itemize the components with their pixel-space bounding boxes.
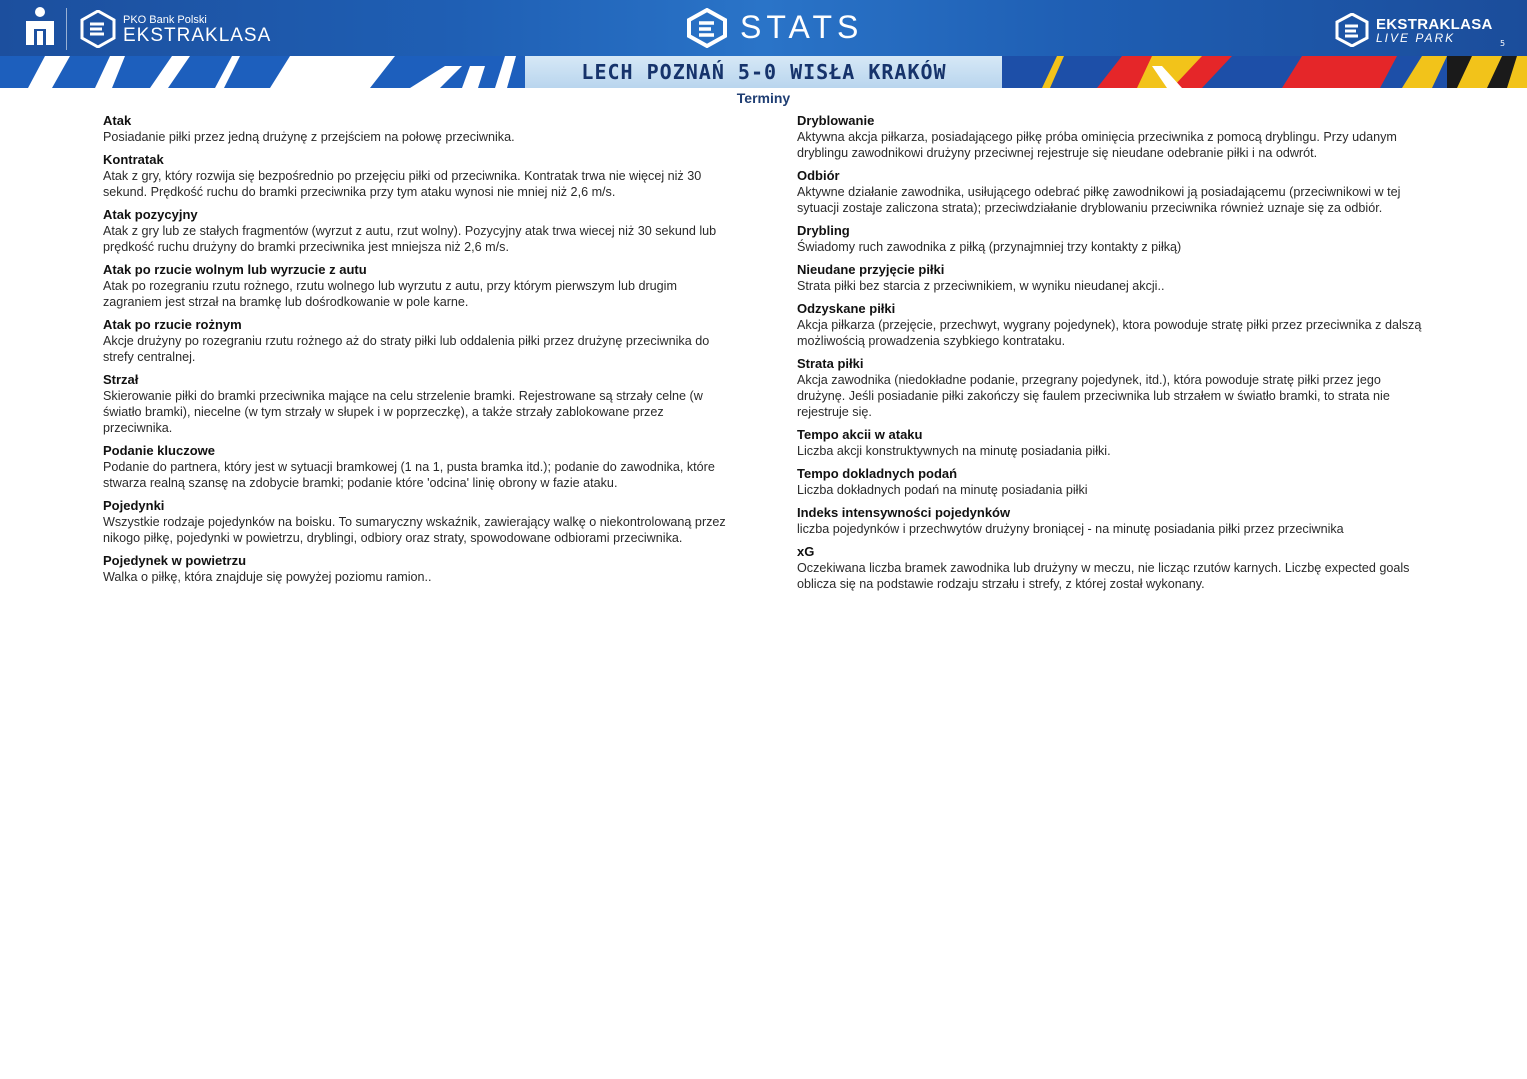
term-name: Kontratak — [103, 152, 164, 167]
term-definition: Liczba akcji konstruktywnych na minutę posiadania piłki. — [797, 444, 1111, 458]
term-item — [797, 505, 1422, 537]
term-name: Atak po rzucie rożnym — [103, 317, 242, 332]
pko-bank-logo-icon — [22, 5, 58, 49]
term-definition: Strata piłki bez starcia z przeciwnikiem, w wyniku nieudanej akcji.. — [797, 279, 1165, 293]
terms-column-left — [103, 113, 733, 592]
term-definition: Akcje drużyny po rozegraniu rzutu rożnego aż do straty piłki lub oddalenia piłki przez drużynę przeciwnika do strefy centralnej. — [103, 334, 710, 364]
term-item — [103, 207, 733, 255]
term-name: Odbiór — [797, 168, 840, 183]
term-definition: Walka o piłkę, która znajduje się powyżej poziomu ramion.. — [103, 570, 432, 584]
page-header — [0, 0, 1527, 88]
term-item — [797, 427, 1422, 459]
term-name: Pojedynek w powietrzu — [103, 553, 247, 568]
live-park-title: EKSTRAKLASA — [1376, 16, 1493, 33]
term-definition: Aktywne działanie zawodnika, usiłującego odebrać piłkę zawodnikowi ją posiadającemu (przeciwnikowi w tej sytuacji zostaje zaliczona strata); przeciwdziałanie dryblowaniu przeciwnika również uznaje się za odbiór. — [797, 185, 1401, 215]
ekstraklasa-logo-icon — [80, 10, 116, 48]
term-name: Tempo akcii w ataku — [797, 427, 923, 442]
league-text: EKSTRAKLASA — [123, 25, 272, 46]
term-item — [797, 262, 1422, 294]
term-name: Atak — [103, 113, 132, 128]
header-top-bar — [0, 0, 1527, 56]
term-definition: Aktywna akcja piłkarza, posiadającego piłkę próba ominięcia przeciwnika z pomocą dryblingu. Przy udanym dryblingu zawodnikowi drużyny przeciwnej rejestruje się nieudane odebranie piłki i na odwrót. — [797, 130, 1397, 160]
term-item — [797, 223, 1422, 255]
term-name: Podanie kluczowe — [103, 443, 215, 458]
term-item — [797, 544, 1422, 592]
term-item — [797, 113, 1422, 161]
term-definition: Atak po rozegraniu rzutu rożnego, rzutu wolnego lub wyrzutu z autu, przy którym pierwszym lub drugim zagraniem jest strzał na bramkę lub dośrodkowanie w pole karne. — [103, 279, 677, 309]
term-definition: Akcja piłkarza (przejęcie, przechwyt, wygrany pojedynek), ktora powoduje stratę piłki przez przeciwnika z dalszą możliwością prowadzenia szybkiego kontrataku. — [797, 318, 1422, 348]
term-name: xG — [797, 544, 815, 559]
term-name: Indeks intensywności pojedynków — [797, 505, 1011, 520]
live-park-logo-icon — [1335, 13, 1369, 47]
term-name: Atak po rzucie wolnym lub wyrzucie z autu — [103, 262, 367, 277]
page-number: 5 — [1500, 39, 1506, 48]
match-title: LECH POZNAŃ 5-0 WISŁA KRAKÓW — [581, 60, 947, 84]
term-name: Strzał — [103, 372, 139, 387]
term-name: Pojedynki — [103, 498, 165, 513]
lech-decoration-graphic — [0, 56, 525, 88]
term-item — [103, 498, 733, 546]
live-park-subtitle: LIVE PARK — [1376, 31, 1456, 45]
term-item — [103, 317, 733, 365]
term-name: Odzyskane piłki — [797, 301, 896, 316]
section-title: Terminy — [736, 90, 791, 106]
term-item — [797, 466, 1422, 498]
term-definition: Atak z gry lub ze stałych fragmentów (wyrzut z autu, rzut wolny). Pozycyjny atak trwa wiecej niż 30 sekund lub prędkość ruchu drużyny do bramki przeciwnika jest mniejsza niż 2,6 m/s. — [103, 224, 717, 254]
term-definition: Akcja zawodnika (niedokładne podanie, przegrany pojedynek, itd.), która powoduje stratę piłki przez jego drużynę. Jeśli posiadanie piłki zakończy się faulem przeciwnika lub strzałem w światło bramki, to strata nie rejestruje się. — [797, 373, 1390, 419]
term-name: Tempo dokladnych podań — [797, 466, 958, 481]
sponsor-text: PKO Bank Polski — [123, 14, 207, 26]
term-name: Dryblowanie — [797, 113, 875, 128]
term-item — [797, 356, 1422, 420]
term-item — [103, 372, 733, 436]
term-item — [103, 262, 733, 310]
term-definition: Podanie do partnera, który jest w sytuacji bramkowej (1 na 1, pusta bramka itd.); podanie do zawodnika, które stwarza realną szansę na zdobycie bramki; podanie które 'odcina' linię obrony w fazie ataku. — [103, 460, 715, 490]
term-item — [103, 113, 733, 145]
term-name: Nieudane przyjęcie piłki — [797, 262, 945, 277]
term-definition: Wszystkie rodzaje pojedynków na boisku. To sumaryczny wskaźnik, zawierający walkę o niekontrolowaną przez nikogo piłkę, pojedynki w powietrzu, dryblingi, odbiory oraz straty, spowodowane odbiorami przeciwnika. — [103, 515, 726, 545]
term-item — [103, 152, 733, 200]
term-item — [797, 168, 1422, 216]
header-divider — [66, 8, 67, 50]
term-name: Drybling — [797, 223, 850, 238]
term-definition: Oczekiwana liczba bramek zawodnika lub drużyny w meczu, nie licząc rzutów karnych. Liczbę expected goals oblicza się na podstawie rodzaju strzału i strefy, z której został wykonany. — [797, 561, 1410, 591]
term-name: Atak pozycyjny — [103, 207, 198, 222]
stats-logo-icon — [686, 8, 728, 48]
term-definition: Świadomy ruch zawodnika z piłką (przynajmniej trzy kontakty z piłką) — [797, 240, 1182, 254]
terms-column-right — [797, 113, 1422, 599]
term-item — [797, 301, 1422, 349]
term-definition: Skierowanie piłki do bramki przeciwnika mające na celu strzelenie bramki. Rejestrowane są strzały celne (w światło bramki), niecelne (w tym strzały w słupek i w poprzeczkę), a także strzały zablokowane przez przeciwnika. — [103, 389, 703, 435]
stats-title: STATS — [740, 9, 864, 45]
term-item — [103, 553, 733, 585]
wisla-decoration-graphic — [1002, 56, 1527, 88]
term-definition: Posiadanie piłki przez jedną drużynę z przejściem na połowę przeciwnika. — [103, 130, 515, 144]
term-name: Strata piłki — [797, 356, 864, 371]
term-definition: liczba pojedynków i przechwytów drużyny broniącej - na minutę posiadania piłki przez przeciwnika — [797, 522, 1344, 536]
header-bottom-bar — [0, 56, 1527, 88]
term-definition: Liczba dokładnych podań na minutę posiadania piłki — [797, 483, 1088, 497]
term-definition: Atak z gry, który rozwija się bezpośrednio po przejęciu piłki od przeciwnika. Kontratak trwa nie więcej niż 30 sekund. Prędkość ruchu do bramki przeciwnika przy tym ataku wynosi nie mniej niż 2,6 m/s. — [103, 169, 702, 199]
term-item — [103, 443, 733, 491]
match-title-banner — [525, 56, 1003, 88]
